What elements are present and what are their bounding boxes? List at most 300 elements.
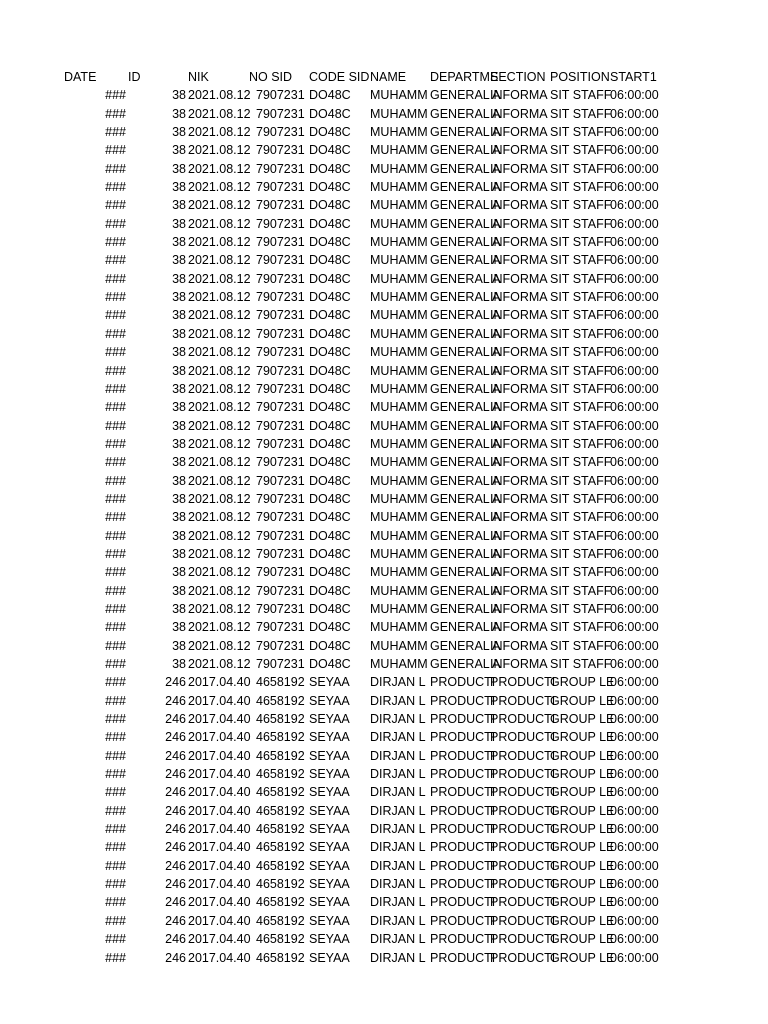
cell-name[interactable]: MUHAMM [370, 583, 428, 598]
cell-nik[interactable]: 38 [172, 565, 186, 580]
cell-nik[interactable]: 38 [172, 290, 186, 305]
cell-start1[interactable]: 06:00:00 [610, 822, 659, 837]
cell-date[interactable]: 2021.08.12 [188, 363, 251, 378]
cell-no-sid[interactable]: 4658192 [256, 895, 305, 910]
cell-name[interactable]: MUHAMM [370, 455, 428, 470]
cell-start1[interactable]: 06:00:00 [610, 381, 659, 396]
cell-id[interactable]: ### [105, 638, 126, 653]
cell-id[interactable]: ### [105, 418, 126, 433]
cell-name[interactable]: MUHAMM [370, 638, 428, 653]
cell-id[interactable]: ### [105, 345, 126, 360]
cell-no-sid[interactable]: 4658192 [256, 785, 305, 800]
header-name[interactable]: NAME [370, 70, 407, 84]
cell-id[interactable]: ### [105, 822, 126, 837]
cell-name[interactable]: MUHAMM [370, 363, 428, 378]
cell-start1[interactable]: 06:00:00 [610, 767, 659, 782]
cell-no-sid[interactable]: 7907231 [256, 326, 305, 341]
cell-position[interactable]: SIT STAFF [550, 308, 612, 323]
cell-section[interactable]: INFORMA [490, 125, 548, 140]
cell-code-sid[interactable]: DO48C [309, 638, 351, 653]
cell-section[interactable]: PRODUCTI [490, 675, 556, 690]
cell-position[interactable]: GROUP LE [550, 803, 615, 818]
cell-no-sid[interactable]: 7907231 [256, 473, 305, 488]
cell-position[interactable]: SIT STAFF [550, 528, 612, 543]
cell-department[interactable]: GENERAL A [430, 455, 501, 470]
cell-section[interactable]: PRODUCTI [490, 858, 556, 873]
cell-no-sid[interactable]: 7907231 [256, 510, 305, 525]
cell-position[interactable]: SIT STAFF [550, 88, 612, 103]
cell-no-sid[interactable]: 7907231 [256, 601, 305, 616]
cell-nik[interactable]: 38 [172, 400, 186, 415]
cell-date[interactable]: 2021.08.12 [188, 216, 251, 231]
cell-code-sid[interactable]: DO48C [309, 308, 351, 323]
cell-nik[interactable]: 246 [165, 767, 186, 782]
cell-department[interactable]: PRODUCTI [430, 822, 496, 837]
cell-code-sid[interactable]: SEYAA [309, 877, 350, 892]
cell-name[interactable]: MUHAMM [370, 198, 428, 213]
cell-department[interactable]: GENERAL A [430, 546, 501, 561]
cell-date[interactable]: 2021.08.12 [188, 657, 251, 671]
cell-name[interactable]: DIRJAN L [370, 803, 426, 818]
cell-nik[interactable]: 38 [172, 326, 186, 341]
cell-nik[interactable]: 246 [165, 803, 186, 818]
cell-date[interactable]: 2021.08.12 [188, 88, 251, 103]
cell-id[interactable]: ### [105, 932, 126, 947]
cell-department[interactable]: PRODUCTI [430, 675, 496, 690]
cell-department[interactable]: GENERAL A [430, 565, 501, 580]
cell-id[interactable]: ### [105, 546, 126, 561]
cell-section[interactable]: INFORMA [490, 491, 548, 506]
cell-date[interactable]: 2017.04.40 [188, 822, 251, 837]
cell-department[interactable]: GENERAL A [430, 106, 501, 121]
cell-date[interactable]: 2021.08.12 [188, 601, 251, 616]
cell-section[interactable]: INFORMA [490, 418, 548, 433]
cell-start1[interactable]: 06:00:00 [610, 657, 659, 671]
cell-code-sid[interactable]: SEYAA [309, 932, 350, 947]
header-nik[interactable]: NIK [188, 70, 209, 84]
cell-nik[interactable]: 246 [165, 895, 186, 910]
cell-id[interactable]: ### [105, 363, 126, 378]
cell-name[interactable]: MUHAMM [370, 345, 428, 360]
cell-id[interactable]: ### [105, 767, 126, 782]
cell-no-sid[interactable]: 7907231 [256, 363, 305, 378]
cell-no-sid[interactable]: 7907231 [256, 381, 305, 396]
cell-start1[interactable]: 06:00:00 [610, 345, 659, 360]
cell-nik[interactable]: 38 [172, 638, 186, 653]
cell-code-sid[interactable]: DO48C [309, 106, 351, 121]
cell-section[interactable]: INFORMA [490, 455, 548, 470]
cell-nik[interactable]: 38 [172, 198, 186, 213]
cell-code-sid[interactable]: SEYAA [309, 895, 350, 910]
cell-id[interactable]: ### [105, 785, 126, 800]
cell-code-sid[interactable]: SEYAA [309, 767, 350, 782]
cell-no-sid[interactable]: 7907231 [256, 106, 305, 121]
cell-name[interactable]: MUHAMM [370, 546, 428, 561]
cell-id[interactable]: ### [105, 455, 126, 470]
cell-id[interactable]: ### [105, 950, 126, 965]
cell-name[interactable]: MUHAMM [370, 528, 428, 543]
cell-department[interactable]: GENERAL A [430, 125, 501, 140]
cell-section[interactable]: INFORMA [490, 253, 548, 268]
cell-section[interactable]: INFORMA [490, 216, 548, 231]
cell-no-sid[interactable]: 4658192 [256, 840, 305, 855]
cell-position[interactable]: SIT STAFF [550, 326, 612, 341]
cell-no-sid[interactable]: 7907231 [256, 528, 305, 543]
cell-start1[interactable]: 06:00:00 [610, 895, 659, 910]
cell-nik[interactable]: 38 [172, 180, 186, 195]
cell-section[interactable]: INFORMA [490, 271, 548, 286]
cell-date[interactable]: 2021.08.12 [188, 308, 251, 323]
cell-position[interactable]: SIT STAFF [550, 491, 612, 506]
cell-name[interactable]: DIRJAN L [370, 895, 426, 910]
cell-start1[interactable]: 06:00:00 [610, 583, 659, 598]
cell-date[interactable]: 2021.08.12 [188, 125, 251, 140]
cell-id[interactable]: ### [105, 877, 126, 892]
cell-position[interactable]: SIT STAFF [550, 363, 612, 378]
cell-name[interactable]: MUHAMM [370, 235, 428, 250]
cell-section[interactable]: INFORMA [490, 345, 548, 360]
cell-section[interactable]: INFORMA [490, 657, 548, 671]
cell-nik[interactable]: 38 [172, 235, 186, 250]
cell-position[interactable]: GROUP LE [550, 675, 615, 690]
cell-position[interactable]: GROUP LE [550, 895, 615, 910]
cell-name[interactable]: MUHAMM [370, 657, 428, 671]
cell-department[interactable]: PRODUCTI [430, 913, 496, 928]
cell-section[interactable]: PRODUCTI [490, 693, 556, 708]
cell-code-sid[interactable]: DO48C [309, 271, 351, 286]
cell-code-sid[interactable]: SEYAA [309, 693, 350, 708]
cell-name[interactable]: MUHAMM [370, 565, 428, 580]
cell-nik[interactable]: 38 [172, 88, 186, 103]
cell-start1[interactable]: 06:00:00 [610, 528, 659, 543]
cell-section[interactable]: PRODUCTI [490, 950, 556, 965]
cell-name[interactable]: MUHAMM [370, 308, 428, 323]
cell-position[interactable]: SIT STAFF [550, 235, 612, 250]
cell-no-sid[interactable]: 7907231 [256, 161, 305, 176]
cell-code-sid[interactable]: SEYAA [309, 748, 350, 763]
cell-code-sid[interactable]: DO48C [309, 88, 351, 103]
cell-no-sid[interactable]: 7907231 [256, 565, 305, 580]
cell-position[interactable]: GROUP LE [550, 877, 615, 892]
cell-department[interactable]: GENERAL A [430, 363, 501, 378]
cell-code-sid[interactable]: SEYAA [309, 803, 350, 818]
cell-no-sid[interactable]: 7907231 [256, 308, 305, 323]
cell-section[interactable]: PRODUCTI [490, 785, 556, 800]
cell-department[interactable]: GENERAL A [430, 657, 501, 671]
cell-code-sid[interactable]: DO48C [309, 528, 351, 543]
cell-code-sid[interactable]: DO48C [309, 180, 351, 195]
cell-start1[interactable]: 06:00:00 [610, 913, 659, 928]
cell-date[interactable]: 2021.08.12 [188, 473, 251, 488]
cell-id[interactable]: ### [105, 198, 126, 213]
cell-code-sid[interactable]: SEYAA [309, 785, 350, 800]
cell-start1[interactable]: 06:00:00 [610, 840, 659, 855]
cell-code-sid[interactable]: SEYAA [309, 840, 350, 855]
cell-start1[interactable]: 06:00:00 [610, 216, 659, 231]
cell-start1[interactable]: 06:00:00 [610, 601, 659, 616]
cell-name[interactable]: MUHAMM [370, 400, 428, 415]
cell-name[interactable]: DIRJAN L [370, 950, 426, 965]
cell-start1[interactable]: 06:00:00 [610, 932, 659, 947]
cell-name[interactable]: MUHAMM [370, 491, 428, 506]
cell-position[interactable]: GROUP LE [550, 913, 615, 928]
cell-section[interactable]: PRODUCTI [490, 748, 556, 763]
cell-no-sid[interactable]: 7907231 [256, 455, 305, 470]
cell-department[interactable]: PRODUCTI [430, 895, 496, 910]
cell-no-sid[interactable]: 7907231 [256, 620, 305, 635]
cell-section[interactable]: INFORMA [490, 510, 548, 525]
cell-id[interactable]: ### [105, 400, 126, 415]
cell-nik[interactable]: 246 [165, 730, 186, 745]
cell-name[interactable]: DIRJAN L [370, 932, 426, 947]
cell-id[interactable]: ### [105, 253, 126, 268]
cell-nik[interactable]: 246 [165, 858, 186, 873]
cell-name[interactable]: DIRJAN L [370, 730, 426, 745]
cell-no-sid[interactable]: 7907231 [256, 235, 305, 250]
cell-id[interactable]: ### [105, 693, 126, 708]
cell-date[interactable]: 2021.08.12 [188, 161, 251, 176]
cell-date[interactable]: 2017.04.40 [188, 693, 251, 708]
cell-name[interactable]: MUHAMM [370, 290, 428, 305]
cell-no-sid[interactable]: 7907231 [256, 657, 305, 671]
cell-date[interactable]: 2021.08.12 [188, 253, 251, 268]
cell-start1[interactable]: 06:00:00 [610, 785, 659, 800]
cell-no-sid[interactable]: 4658192 [256, 767, 305, 782]
cell-section[interactable]: PRODUCTI [490, 877, 556, 892]
cell-nik[interactable]: 38 [172, 216, 186, 231]
cell-position[interactable]: SIT STAFF [550, 143, 612, 158]
cell-nik[interactable]: 246 [165, 932, 186, 947]
cell-nik[interactable]: 38 [172, 253, 186, 268]
cell-nik[interactable]: 246 [165, 840, 186, 855]
cell-section[interactable]: INFORMA [490, 620, 548, 635]
cell-department[interactable]: GENERAL A [430, 400, 501, 415]
cell-date[interactable]: 2021.08.12 [188, 180, 251, 195]
cell-position[interactable]: SIT STAFF [550, 345, 612, 360]
cell-code-sid[interactable]: SEYAA [309, 730, 350, 745]
cell-section[interactable]: INFORMA [490, 198, 548, 213]
cell-department[interactable]: GENERAL A [430, 88, 501, 103]
cell-start1[interactable]: 06:00:00 [610, 363, 659, 378]
cell-date[interactable]: 2017.04.40 [188, 748, 251, 763]
cell-nik[interactable]: 38 [172, 125, 186, 140]
cell-name[interactable]: MUHAMM [370, 106, 428, 121]
cell-position[interactable]: SIT STAFF [550, 510, 612, 525]
cell-nik[interactable]: 38 [172, 473, 186, 488]
cell-start1[interactable]: 06:00:00 [610, 308, 659, 323]
cell-nik[interactable]: 246 [165, 748, 186, 763]
cell-section[interactable]: INFORMA [490, 308, 548, 323]
cell-date[interactable]: 2021.08.12 [188, 418, 251, 433]
cell-start1[interactable]: 06:00:00 [610, 161, 659, 176]
cell-start1[interactable]: 06:00:00 [610, 473, 659, 488]
cell-code-sid[interactable]: DO48C [309, 143, 351, 158]
header-position[interactable]: POSITION [550, 70, 610, 84]
cell-date[interactable]: 2021.08.12 [188, 143, 251, 158]
cell-date[interactable]: 2021.08.12 [188, 528, 251, 543]
cell-section[interactable]: INFORMA [490, 473, 548, 488]
cell-date[interactable]: 2021.08.12 [188, 290, 251, 305]
cell-position[interactable]: GROUP LE [550, 767, 615, 782]
cell-section[interactable]: INFORMA [490, 638, 548, 653]
cell-id[interactable]: ### [105, 491, 126, 506]
cell-section[interactable]: INFORMA [490, 601, 548, 616]
cell-id[interactable]: ### [105, 326, 126, 341]
cell-start1[interactable]: 06:00:00 [610, 693, 659, 708]
cell-nik[interactable]: 38 [172, 143, 186, 158]
cell-no-sid[interactable]: 7907231 [256, 125, 305, 140]
cell-id[interactable]: ### [105, 528, 126, 543]
cell-nik[interactable]: 38 [172, 161, 186, 176]
cell-id[interactable]: ### [105, 308, 126, 323]
cell-name[interactable]: DIRJAN L [370, 877, 426, 892]
cell-start1[interactable]: 06:00:00 [610, 858, 659, 873]
cell-id[interactable]: ### [105, 748, 126, 763]
cell-code-sid[interactable]: DO48C [309, 436, 351, 451]
cell-department[interactable]: PRODUCTI [430, 932, 496, 947]
cell-id[interactable]: ### [105, 895, 126, 910]
cell-code-sid[interactable]: DO48C [309, 363, 351, 378]
cell-name[interactable]: DIRJAN L [370, 858, 426, 873]
cell-name[interactable]: DIRJAN L [370, 748, 426, 763]
cell-nik[interactable]: 38 [172, 436, 186, 451]
cell-department[interactable]: GENERAL A [430, 253, 501, 268]
cell-no-sid[interactable]: 7907231 [256, 400, 305, 415]
cell-position[interactable]: SIT STAFF [550, 271, 612, 286]
cell-name[interactable]: DIRJAN L [370, 785, 426, 800]
cell-position[interactable]: SIT STAFF [550, 657, 612, 671]
cell-position[interactable]: SIT STAFF [550, 473, 612, 488]
cell-start1[interactable]: 06:00:00 [610, 180, 659, 195]
cell-no-sid[interactable]: 7907231 [256, 546, 305, 561]
cell-name[interactable]: MUHAMM [370, 510, 428, 525]
cell-no-sid[interactable]: 7907231 [256, 88, 305, 103]
cell-department[interactable]: GENERAL A [430, 381, 501, 396]
cell-name[interactable]: DIRJAN L [370, 822, 426, 837]
cell-id[interactable]: ### [105, 620, 126, 635]
cell-position[interactable]: SIT STAFF [550, 125, 612, 140]
cell-start1[interactable]: 06:00:00 [610, 271, 659, 286]
cell-department[interactable]: GENERAL A [430, 143, 501, 158]
cell-nik[interactable]: 38 [172, 510, 186, 525]
cell-position[interactable]: SIT STAFF [550, 565, 612, 580]
cell-nik[interactable]: 38 [172, 345, 186, 360]
cell-department[interactable]: PRODUCTI [430, 785, 496, 800]
cell-start1[interactable]: 06:00:00 [610, 253, 659, 268]
header-code-sid[interactable]: CODE SID [309, 70, 370, 84]
cell-code-sid[interactable]: DO48C [309, 326, 351, 341]
cell-position[interactable]: SIT STAFF [550, 546, 612, 561]
cell-department[interactable]: GENERAL A [430, 161, 501, 176]
cell-position[interactable]: SIT STAFF [550, 198, 612, 213]
cell-name[interactable]: MUHAMM [370, 143, 428, 158]
cell-code-sid[interactable]: DO48C [309, 620, 351, 635]
cell-no-sid[interactable]: 4658192 [256, 822, 305, 837]
cell-no-sid[interactable]: 4658192 [256, 803, 305, 818]
cell-date[interactable]: 2021.08.12 [188, 510, 251, 525]
cell-position[interactable]: SIT STAFF [550, 161, 612, 176]
cell-department[interactable]: GENERAL A [430, 473, 501, 488]
cell-department[interactable]: GENERAL A [430, 436, 501, 451]
cell-no-sid[interactable]: 7907231 [256, 290, 305, 305]
cell-nik[interactable]: 38 [172, 528, 186, 543]
cell-id[interactable]: ### [105, 290, 126, 305]
cell-department[interactable]: PRODUCTI [430, 858, 496, 873]
cell-date[interactable]: 2017.04.40 [188, 858, 251, 873]
cell-section[interactable]: INFORMA [490, 583, 548, 598]
cell-position[interactable]: GROUP LE [550, 932, 615, 947]
cell-section[interactable]: PRODUCTI [490, 712, 556, 727]
cell-no-sid[interactable]: 4658192 [256, 858, 305, 873]
cell-name[interactable]: MUHAMM [370, 271, 428, 286]
cell-date[interactable]: 2021.08.12 [188, 271, 251, 286]
cell-department[interactable]: GENERAL A [430, 326, 501, 341]
cell-department[interactable]: GENERAL A [430, 418, 501, 433]
cell-no-sid[interactable]: 7907231 [256, 271, 305, 286]
cell-id[interactable]: ### [105, 216, 126, 231]
header-id[interactable]: ID [128, 70, 141, 84]
cell-department[interactable]: GENERAL A [430, 638, 501, 653]
cell-date[interactable]: 2021.08.12 [188, 565, 251, 580]
cell-code-sid[interactable]: DO48C [309, 253, 351, 268]
cell-position[interactable]: SIT STAFF [550, 253, 612, 268]
cell-code-sid[interactable]: DO48C [309, 345, 351, 360]
cell-id[interactable]: ### [105, 657, 126, 671]
cell-nik[interactable]: 38 [172, 601, 186, 616]
cell-position[interactable]: GROUP LE [550, 712, 615, 727]
cell-name[interactable]: MUHAMM [370, 381, 428, 396]
cell-nik[interactable]: 246 [165, 712, 186, 727]
cell-section[interactable]: INFORMA [490, 235, 548, 250]
cell-no-sid[interactable]: 4658192 [256, 675, 305, 690]
cell-nik[interactable]: 38 [172, 455, 186, 470]
cell-position[interactable]: SIT STAFF [550, 436, 612, 451]
cell-code-sid[interactable]: DO48C [309, 290, 351, 305]
cell-code-sid[interactable]: DO48C [309, 455, 351, 470]
cell-nik[interactable]: 38 [172, 271, 186, 286]
cell-date[interactable]: 2017.04.40 [188, 877, 251, 892]
cell-start1[interactable]: 06:00:00 [610, 510, 659, 525]
cell-code-sid[interactable]: DO48C [309, 125, 351, 140]
cell-start1[interactable]: 06:00:00 [610, 290, 659, 305]
cell-id[interactable]: ### [105, 473, 126, 488]
cell-position[interactable]: GROUP LE [550, 693, 615, 708]
cell-department[interactable]: PRODUCTI [430, 877, 496, 892]
cell-code-sid[interactable]: SEYAA [309, 675, 350, 690]
cell-code-sid[interactable]: DO48C [309, 601, 351, 616]
cell-date[interactable]: 2017.04.40 [188, 712, 251, 727]
cell-date[interactable]: 2021.08.12 [188, 345, 251, 360]
cell-department[interactable]: GENERAL A [430, 308, 501, 323]
cell-no-sid[interactable]: 4658192 [256, 877, 305, 892]
cell-position[interactable]: GROUP LE [550, 950, 615, 965]
cell-no-sid[interactable]: 4658192 [256, 913, 305, 928]
cell-code-sid[interactable]: DO48C [309, 381, 351, 396]
cell-section[interactable]: INFORMA [490, 363, 548, 378]
cell-id[interactable]: ### [105, 913, 126, 928]
cell-name[interactable]: MUHAMM [370, 436, 428, 451]
cell-code-sid[interactable]: DO48C [309, 565, 351, 580]
cell-section[interactable]: PRODUCTI [490, 822, 556, 837]
cell-nik[interactable]: 38 [172, 308, 186, 323]
cell-position[interactable]: SIT STAFF [550, 455, 612, 470]
cell-id[interactable]: ### [105, 675, 126, 690]
cell-name[interactable]: MUHAMM [370, 180, 428, 195]
cell-start1[interactable]: 06:00:00 [610, 106, 659, 121]
cell-id[interactable]: ### [105, 125, 126, 140]
cell-name[interactable]: MUHAMM [370, 88, 428, 103]
cell-date[interactable]: 2021.08.12 [188, 583, 251, 598]
